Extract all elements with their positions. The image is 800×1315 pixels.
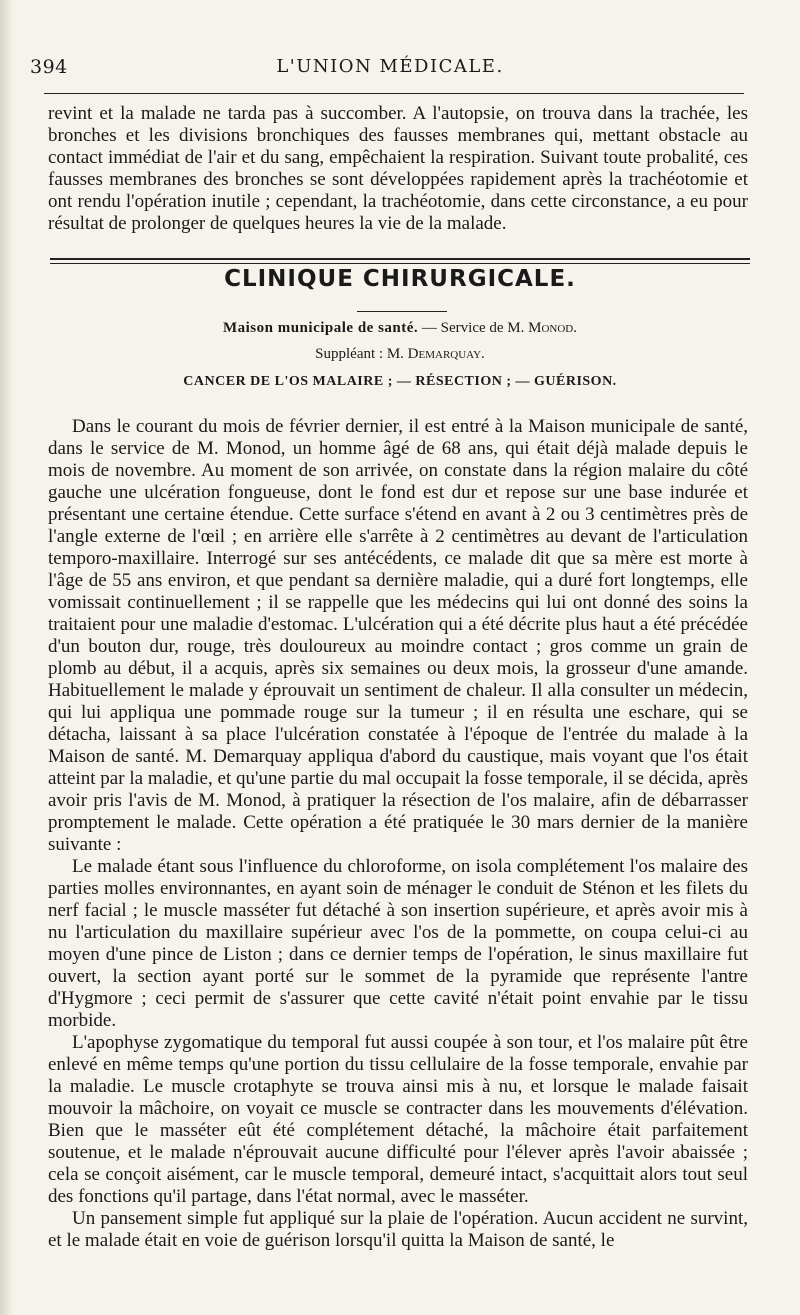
suppleant-text: Suppléant : M. — [315, 346, 408, 362]
intro-paragraph-block — [48, 103, 748, 235]
article-body — [48, 416, 748, 1252]
intro-paragraph: revint et la malade ne tarda pas à succomber. A l'autopsie, on trouva dans la trachée, les bronches et les divisions bronchiques des fausses membranes qui, mettant obstacle au contact immédiat de l'air et du sang, empêchaient la respiration. Suivant toute probalité, ces fausses membranes des bronches se sont développées rapidement après la trachéotomie et ont rendu l'opération inutile ; cependant, la trachéotomie, dans cette circonstance, a eu pour résultat de prolonger de quelques heures la vie de la malade. — [48, 103, 748, 234]
title-underline — [357, 311, 447, 312]
suppleant-line — [0, 345, 800, 363]
body-paragraph: Le malade étant sous l'influence du chloroforme, on isola complétement l'os malaire des parties molles environnantes, en ayant soin de ménager le conduit de Sténon et les filets du nerf facial ; le muscle masséter fut détaché à son insertion supérieure, et après avoir mis à nu l'articulation du maxillaire supérieur avec l'os de la pommette, on coupa celui-ci au moyen d'une pince de Liston ; dans ce dernier temps de l'opération, le sinus maxillaire fut ouvert, la section ayant porté sur le sommet de la pyramide que représente l'antre d'Hygmore ; ceci permit de s'assurer que cette cavité n'était point envahie par le tissu morbide. — [48, 856, 748, 1031]
service-line — [0, 319, 800, 337]
page-number: 394 — [30, 56, 68, 78]
body-paragraph: Un pansement simple fut appliqué sur la plaie de l'opération. Aucun accident ne survint, et le malade était en voie de guérison lorsqu'il quitta la Maison de santé, le — [48, 1208, 748, 1251]
service-text: — Service de M. — [418, 320, 529, 336]
header-rule — [44, 93, 744, 94]
case-title: CANCER DE L'OS MALAIRE ; — RÉSECTION ; — GUÉRISON. — [183, 374, 617, 389]
page-gutter-shadow — [0, 0, 14, 1315]
section-title: CLINIQUE CHIRURGICALE. — [224, 266, 576, 292]
running-title: L'UNION MÉDICALE. — [276, 56, 504, 77]
service-name: Monod. — [528, 320, 578, 336]
body-paragraph: L'apophyse zygomatique du temporal fut aussi coupée à son tour, et l'os malaire pût être enlevé en même temps qu'une portion du tissu cellulaire de la fosse temporale, envahie par la maladie. Le muscle crotaphyte se trouva ainsi mis à nu, et lorsque le malade faisait mouvoir la mâchoire, on voyait ce muscle se contracter dans les mouvements d'élévation. Bien que le masséter eût été complétement détaché, la mâchoire était parfaitement soutenue, et le malade n'éprouvait aucune difficulté pour l'élever après l'avoir abaissée ; cela se conçoit aisément, car le muscle temporal, demeuré intact, s'acquittait alors tout seul des fonctions qu'il partage, dans l'état normal, avec le masséter. — [48, 1032, 748, 1207]
page-header — [30, 56, 750, 86]
institution-label: Maison municipale de santé. — [222, 320, 419, 336]
section-divider — [50, 258, 750, 264]
suppleant-name: Demarquay. — [407, 346, 485, 362]
body-paragraph: Dans le courant du mois de février dernier, il est entré à la Maison municipale de santé, dans le service de M. Monod, un homme âgé de 68 ans, qui était déjà malade depuis le mois de novembre. Au moment de son arrivée, on constate dans la région malaire du côté gauche une ulcération fongueuse, dont le fond est dur et repose sur une base indurée et présentant une certaine étendue. Cette surface s'étend en avant à 2 ou 3 centimètres près de l'angle externe de l'œil ; en arrière elle s'arrête à 2 centimètres au devant de l'articulation temporo-maxillaire. Interrogé sur ses antécédents, ce malade dit que sa mère est morte à l'âge de 55 ans environ, et que pendant sa dernière maladie, qui a duré fort longtemps, elle vomissait continuellement ; il se rappelle que les médecins qui lui ont donné des soins la traitaient pour une maladie d'estomac. L'ulcération qui a été décrite plus haut a été précédée d'un bouton dur, rouge, très douloureux au moindre contact ; gros comme un grain de plomb au début, il a acquis, après six semaines ou deux mois, la grosseur d'une amande. Habituellement le malade y éprouvait un sentiment de chaleur. Il alla consulter un médecin, qui lui appliqua une pommade rouge sur la tumeur ; il en résulta une eschare, qui se détacha, laissant à sa place l'ulcération constatée à l'époque de l'entrée du malade à la Maison de santé. M. Demarquay appliqua d'abord du caustique, mais voyant que l'os était atteint par la maladie, et qu'une partie du mal occupait la fosse temporale, il se décida, après avoir pris l'avis de M. Monod, à pratiquer la résection de l'os malaire, afin de débarrasser promptement le malade. Cette opération a été pratiquée le 30 mars dernier de la manière suivante : — [48, 416, 748, 855]
